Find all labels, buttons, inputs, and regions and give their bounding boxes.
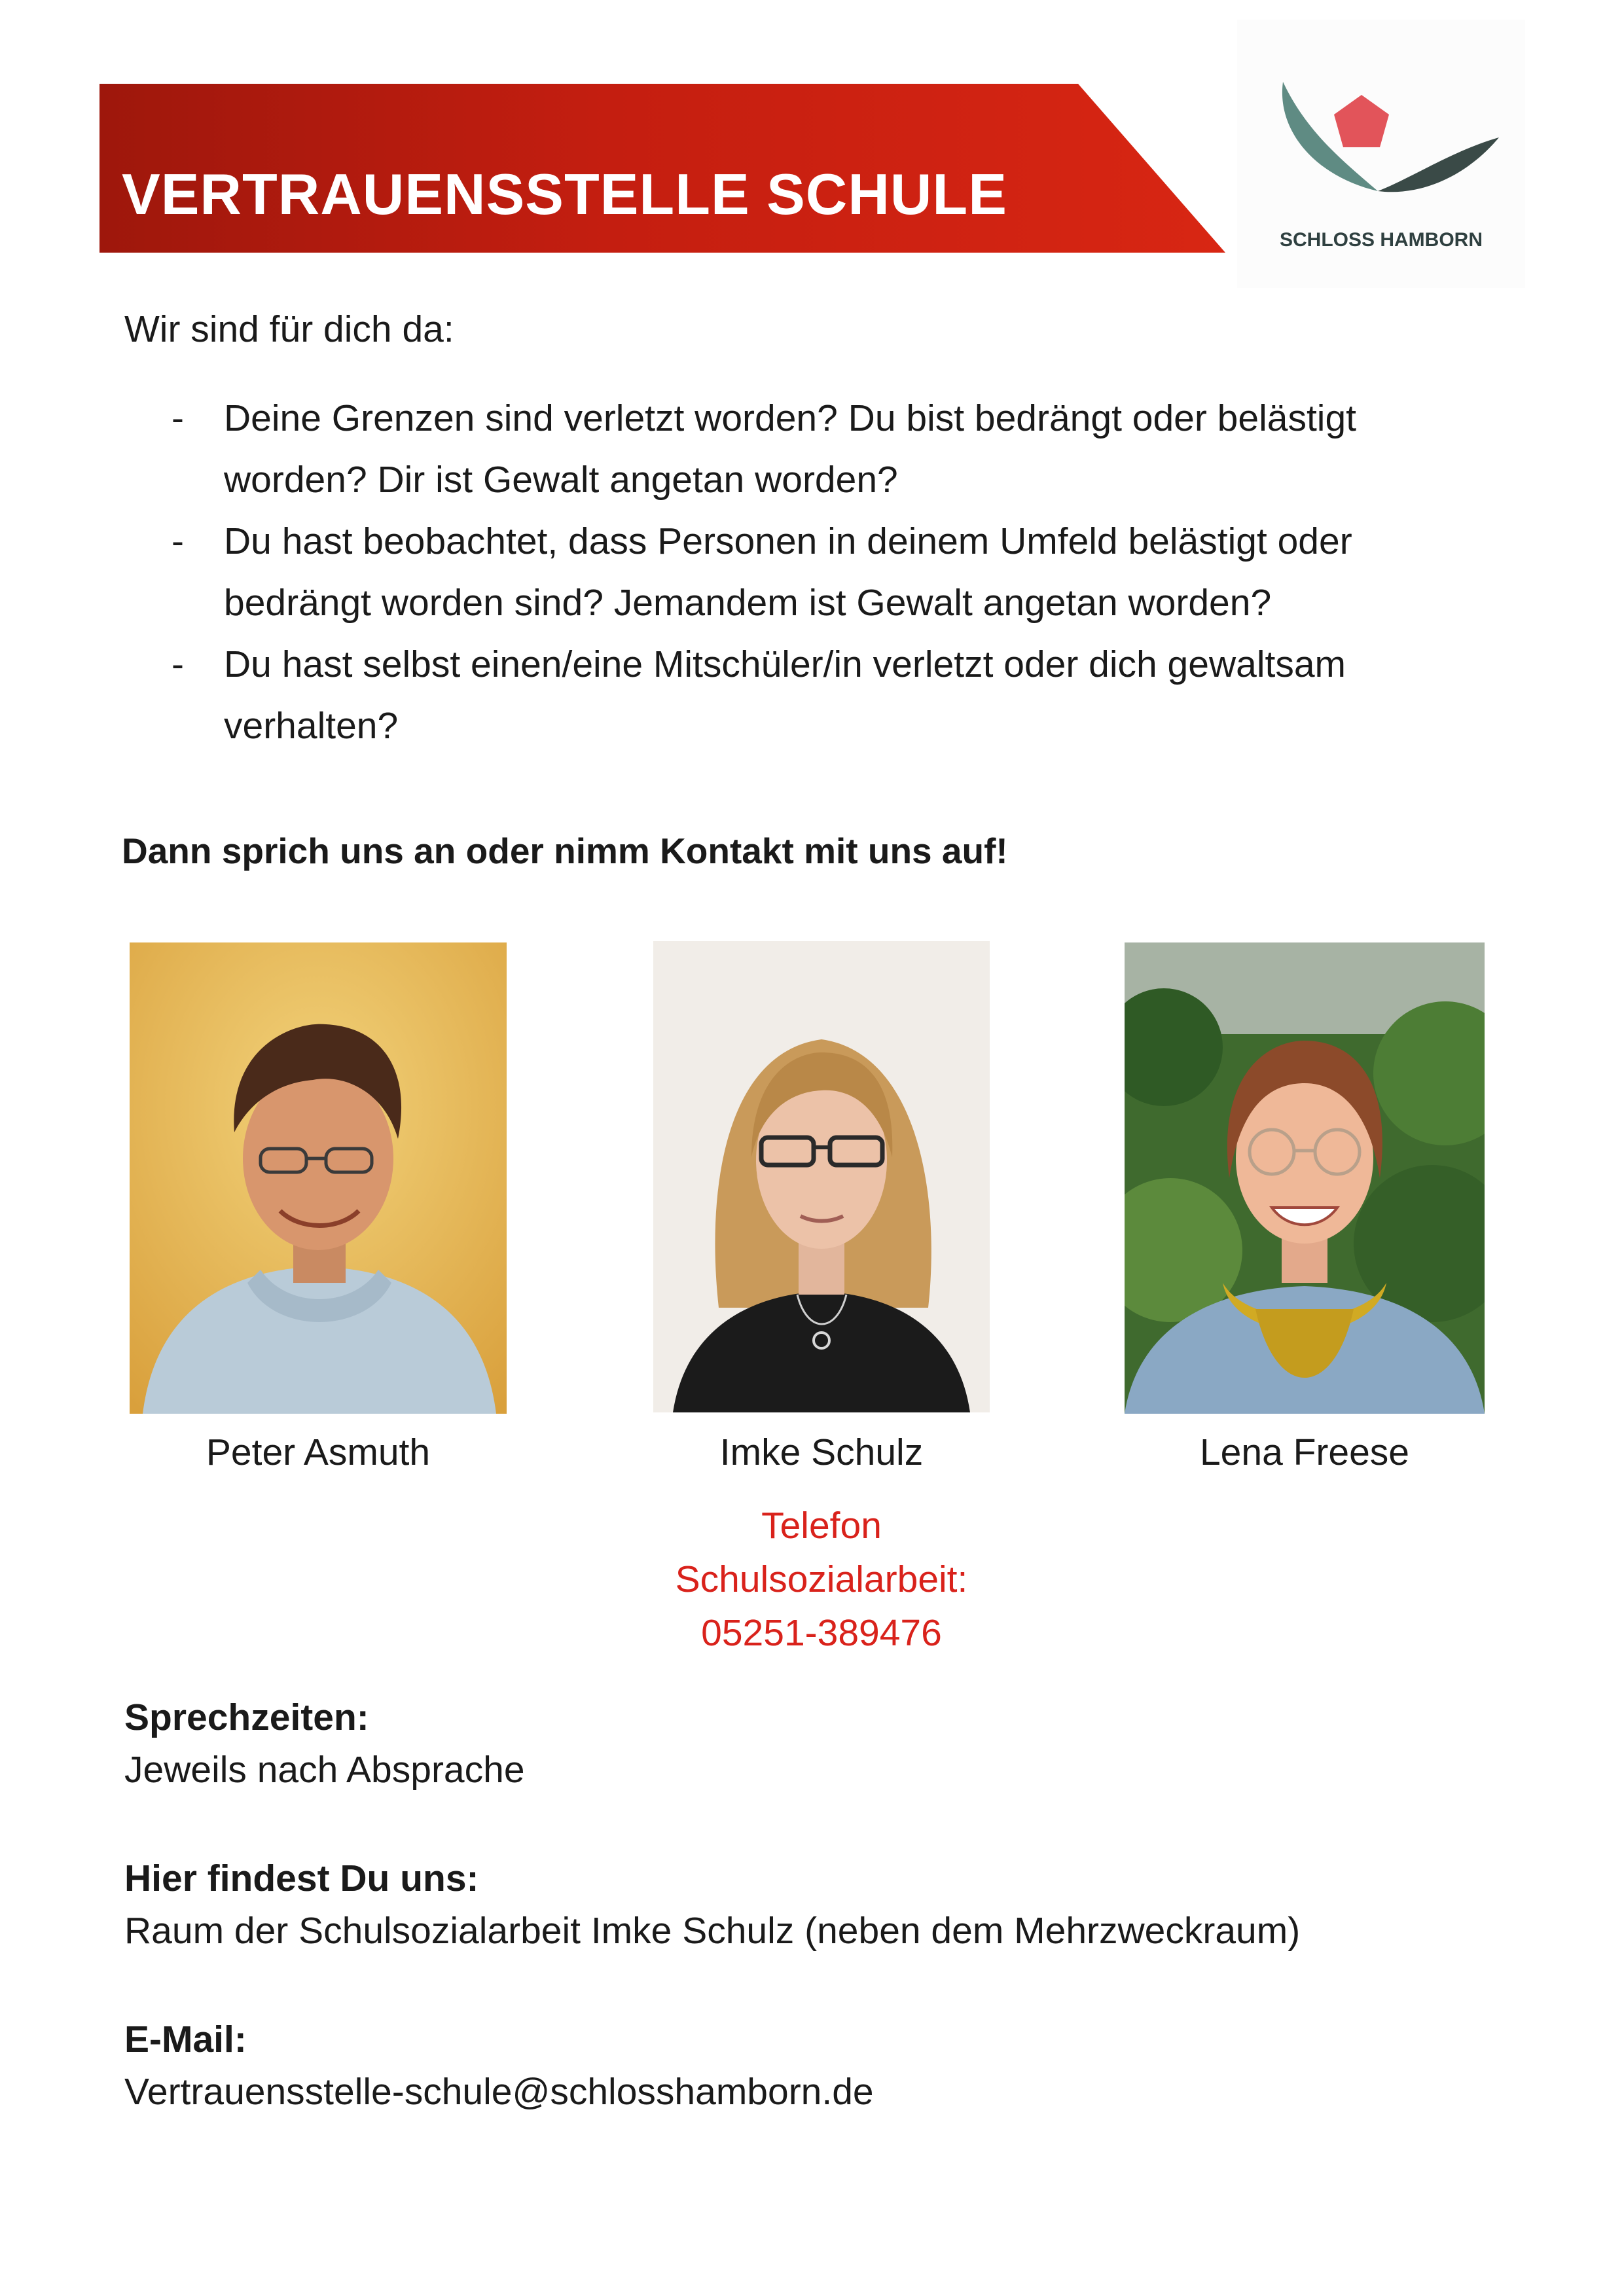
- portrait-photo: [653, 941, 990, 1412]
- phone-number[interactable]: 05251-389476: [701, 1612, 942, 1654]
- bullet-dash: -: [171, 520, 184, 562]
- call-to-action: Dann sprich uns an oder nimm Kontakt mit uns auf!: [122, 831, 1008, 871]
- location-section: [124, 1852, 1300, 1957]
- logo-wordmark: SCHLOSS HAMBORN: [1279, 229, 1483, 251]
- bullet-dash: -: [171, 643, 184, 685]
- office-hours-text: Jeweils nach Absprache: [124, 1749, 525, 1791]
- list-item: [124, 511, 1499, 634]
- phone-department: Schulsozialarbeit:: [675, 1558, 968, 1600]
- contact-name: Peter Asmuth: [206, 1431, 431, 1473]
- phone-label: Telefon: [761, 1505, 882, 1547]
- contact-name: Imke Schulz: [719, 1431, 924, 1473]
- email-heading: E-Mail:: [124, 2018, 247, 2060]
- list-item: [124, 634, 1499, 757]
- logo-mark-icon: [1237, 20, 1525, 229]
- contact-name: Lena Freese: [1199, 1431, 1410, 1473]
- email-address-link[interactable]: Vertrauensstelle-schule@schlosshamborn.de: [124, 2071, 874, 2113]
- email-section: [124, 2013, 874, 2118]
- location-heading: Hier findest Du uns:: [124, 1857, 479, 1899]
- bullet-dash: -: [171, 397, 184, 439]
- school-logo: [1237, 20, 1525, 288]
- portrait-photo: [130, 942, 507, 1414]
- concern-list: [124, 387, 1499, 757]
- list-item-text: Deine Grenzen sind verletzt worden? Du bist bedrängt oder belästigt worden? Dir ist Gewalt angetan worden?: [224, 397, 1356, 501]
- portrait-photo: [1125, 942, 1485, 1414]
- intro-text: Wir sind für dich da:: [124, 308, 454, 350]
- page-title: VERTRAUENSSTELLE SCHULE: [122, 162, 1007, 226]
- list-item-text: Du hast beobachtet, dass Personen in deinem Umfeld belästigt oder bedrängt worden sind? Jemandem ist Gewalt angetan worden?: [224, 520, 1352, 624]
- office-hours-heading: Sprechzeiten:: [124, 1696, 369, 1738]
- office-hours-section: [124, 1691, 525, 1796]
- list-item-text: Du hast selbst einen/eine Mitschüler/in verletzt oder dich gewaltsam verhalten?: [224, 643, 1346, 747]
- list-item: [124, 387, 1499, 511]
- phone-contact: [641, 1499, 1001, 1660]
- location-text: Raum der Schulsozialarbeit Imke Schulz (neben dem Mehrzweckraum): [124, 1910, 1301, 1952]
